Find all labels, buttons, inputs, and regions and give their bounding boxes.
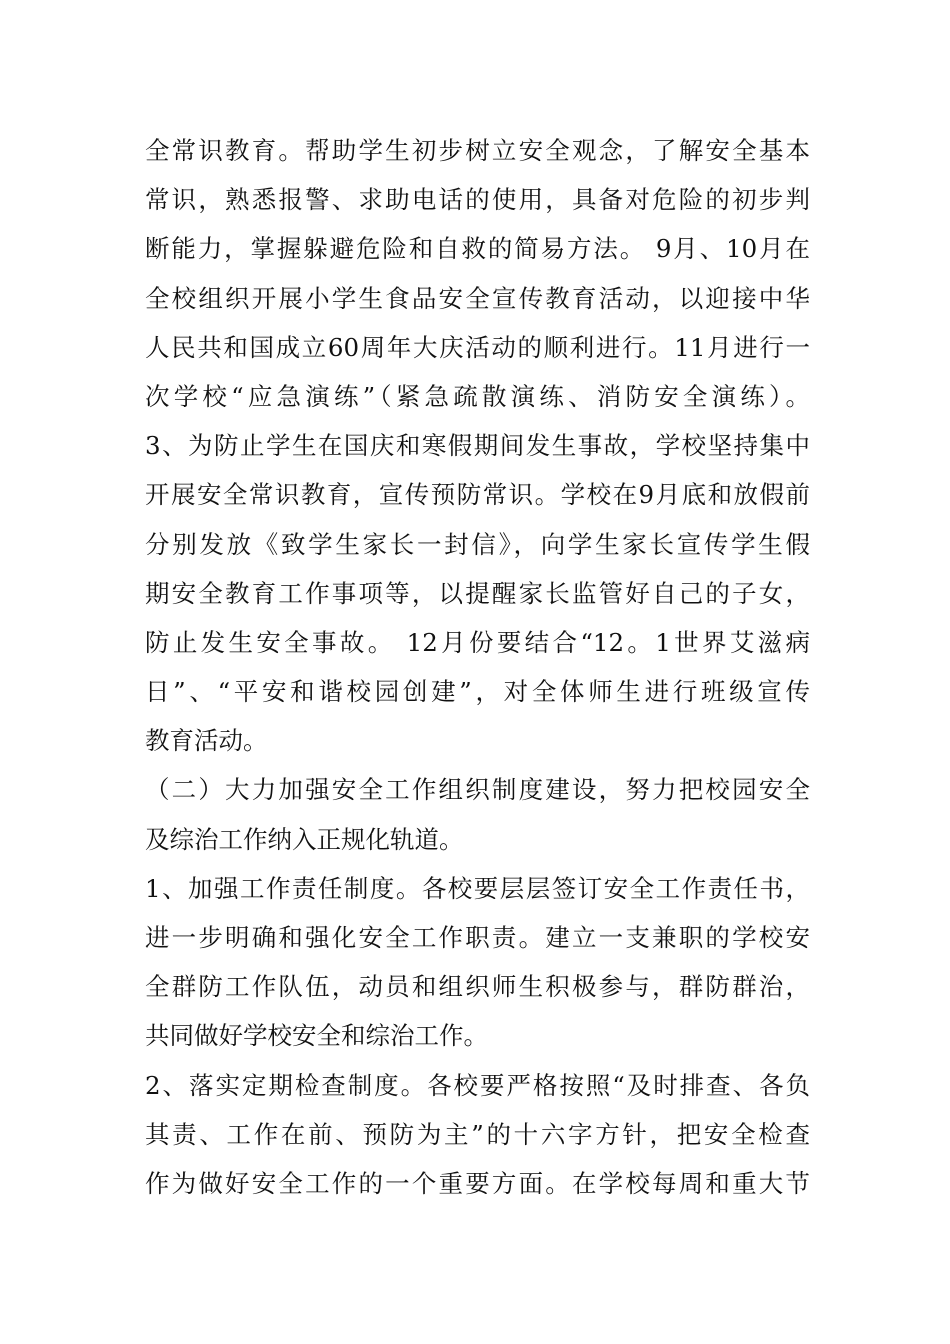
text-line: 共同做好学校安全和综治工作。 [145, 1021, 488, 1051]
text-line: 全常识教育。帮助学生初步树立安全观念，了解安全基本 [145, 136, 810, 165]
text-line: 常识，熟悉报警、求助电话的使用，具备对危险的初步判 [145, 185, 810, 215]
text-line: 其责、工作在前、预防为主”的十六字方针，把安全检查 [145, 1119, 810, 1149]
text-line: 防止发生安全事故。 12月份要结合“12。1世界艾滋病 [145, 627, 810, 657]
text-line: 作为做好安全工作的一个重要方面。在学校每周和重大节 [145, 1168, 810, 1198]
text-line: 3、为防止学生在国庆和寒假期间发生事故，学校坚持集中 [145, 431, 810, 461]
text-line: 断能力，掌握躲避危险和自救的简易方法。 9月、10月在 [145, 234, 810, 264]
text-line: 2、落实定期检查制度。各校要严格按照“及时排查、各负 [145, 1070, 810, 1100]
text-line: 进一步明确和强化安全工作职责。建立一支兼职的学校安 [145, 923, 810, 952]
text-line: 教育活动。 [145, 726, 268, 756]
text-line: 及综治工作纳入正规化轨道。 [145, 824, 464, 854]
text-line: 日”、“平安和谐校园创建”，对全体师生进行班级宣传 [145, 677, 810, 707]
text-line: 分别发放《致学生家长一封信》，向学生家长宣传学生假 [145, 529, 810, 559]
text-line: （二）大力加强安全工作组织制度建设，努力把校园安全 [145, 775, 810, 805]
text-line: 全群防工作队伍，动员和组织师生积极参与，群防群治， [145, 972, 810, 1002]
text-line: 人民共和国成立60周年大庆活动的顺利进行。11月进行一 [145, 332, 810, 362]
text-line: 全校组织开展小学生食品安全宣传教育活动，以迎接中华 [145, 283, 810, 313]
body-text [145, 126, 810, 1208]
text-line: 1、加强工作责任制度。各校要层层签订安全工作责任书， [145, 873, 810, 903]
text-line: 开展安全常识教育，宣传预防常识。学校在9月底和放假前 [145, 480, 810, 510]
text-line: 期安全教育工作事项等，以提醒家长监管好自己的子女， [145, 578, 810, 608]
text-line: 次学校“应急演练”（紧急疏散演练、消防安全演练）。 [145, 381, 810, 411]
